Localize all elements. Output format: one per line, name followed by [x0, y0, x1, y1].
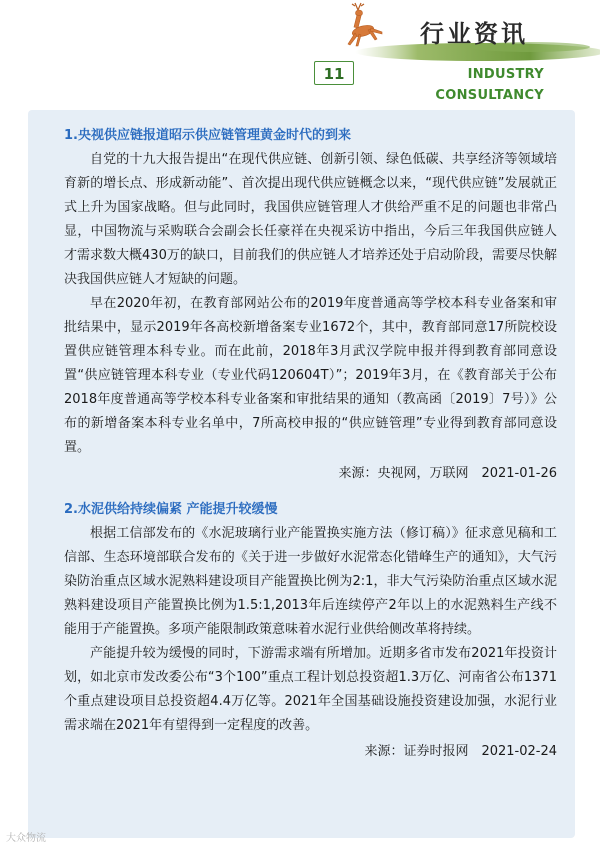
article-title: 2.水泥供给持续偏紧 产能提升较缓慢 [64, 502, 278, 517]
article-source: 来源：央视网，万联网 2021-01-26 [338, 466, 557, 481]
section-title: 行业资讯 [420, 20, 528, 48]
article-title: 1.央视供应链报道昭示供应链管理黄金时代的到来 [64, 128, 351, 143]
article-2 [64, 498, 557, 764]
page-number: 11 [314, 61, 354, 85]
deer-icon [348, 3, 382, 46]
article-paragraph: 产能提升较为缓慢的同时，下游需求端有所增加。近期多省市发布2021年投资计划，如北京市发改委公布“3个100”重点工程计划总投资超1.3万亿、河南省公布1371个重点建设项目总投资超4.4万亿等。2021年全国基础设施投资建设加强，水泥行业需求端在2021年有望得到一定程度的改善。 [64, 646, 557, 733]
article-1 [64, 124, 557, 486]
watermark: 大众物流 [6, 833, 46, 844]
article-source: 来源：证券时报网 2021-02-24 [364, 744, 557, 759]
subtitle-line-1: INDUSTRY [467, 67, 544, 82]
subtitle-line-2: CONSULTANCY [435, 88, 544, 103]
article-paragraph: 早在2020年初，在教育部网站公布的2019年度普通高等学校本科专业备案和审批结果中，显示2019年各高校新增备案专业1672个，其中，教育部同意17所院校设置供应链管理本科专业。而在此前，2018年3月武汉学院申报并得到教育部同意设置“供应链管理本科专业（专业代码120604T）”；2019年3月，在《教育部关于公布2018年度普通高等学校本科专业备案和审批结果的通知（教高函〔2019〕7号）》公布的新增备案本科专业名单中，7所高校申报的“供应链管理”专业得到教育部同意设置。 [64, 296, 557, 455]
article-paragraph: 自党的十九大报告提出“在现代供应链、创新引领、绿色低碳、共享经济等领域培育新的增长点、形成新动能”、首次提出现代供应链概念以来，“现代供应链”发展就正式上升为国家战略。但与此同时，我国供应链管理人才供给严重不足的问题也非常凸显，中国物流与采购联合会副会长任豪祥在央视采访中指出，今后三年我国供应链人才需求数大概430万的缺口，目前我们的供应链人才培养还处于启动阶段，需要尽快解决我国供应链人才短缺的问题。 [64, 152, 557, 287]
article-paragraph: 根据工信部发布的《水泥玻璃行业产能置换实施方法（修订稿）》征求意见稿和工信部、生态环境部联合发布的《关于进一步做好水泥常态化错峰生产的通知》，大气污染防治重点区域水泥熟料建设项目产能置换比例为2:1，非大气污染防治重点区域水泥熟料建设项目产能置换比例为1.5:1,2013年后连续停产2年以上的水泥熟料生产线不能用于产能置换。多项产能限制政策意味着水泥行业供给侧改革将持续。 [64, 526, 557, 637]
section-subtitle [435, 64, 544, 106]
content-panel [28, 110, 575, 838]
